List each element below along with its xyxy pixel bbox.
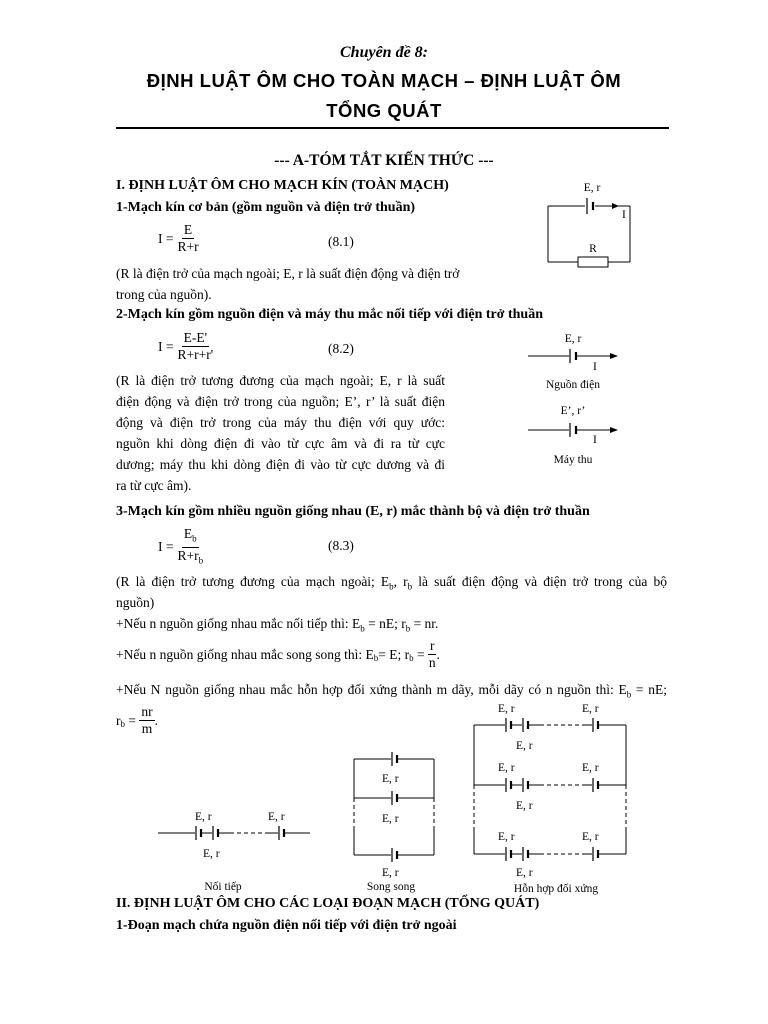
text-part: là suất điện động và điện trở trong của bộ xyxy=(412,574,667,589)
resistor xyxy=(578,257,608,267)
series-caption: Nối tiếp xyxy=(204,881,242,893)
part1-heading: I. ĐỊNH LUẬT ÔM CHO MẠCH KÍN (TOÀN MẠCH) xyxy=(116,178,449,193)
er-label: E, r xyxy=(382,813,399,825)
receiver-caption: Máy thu xyxy=(553,454,593,466)
er-label: E, r xyxy=(382,773,399,785)
part2-heading: II. ĐỊNH LUẬT ÔM CHO CÁC LOẠI ĐOẠN MẠCH (TỔNG QUÁT) xyxy=(116,896,540,911)
current-arrow xyxy=(610,427,618,433)
numerator: nr xyxy=(141,704,153,719)
eq-den-subscript: b xyxy=(198,555,204,566)
current-label: I xyxy=(593,361,597,373)
sub3-note-line1 xyxy=(116,571,667,598)
text-part: = xyxy=(413,647,428,662)
page-title-line2: TỔNG QUÁT xyxy=(326,100,442,121)
text-part: = E; r xyxy=(378,647,410,662)
eq-fraction xyxy=(177,526,203,568)
eq-den-text: R+r xyxy=(177,547,199,563)
sub1-note-line2: trong của nguồn). xyxy=(116,287,212,302)
resistor-label: R xyxy=(589,243,597,255)
eq-number-8-1: (8.1) xyxy=(328,234,354,249)
sub1-heading: 1-Mạch kín cơ bản (gồm nguồn và điện trở thuần) xyxy=(116,200,416,215)
parallel-caption: Song song xyxy=(366,881,416,893)
text-part: (R là điện trở tương đương của mạch ngoài; E xyxy=(116,574,390,589)
eq-lhs: I = xyxy=(158,338,174,354)
er-label: E, r xyxy=(498,703,515,715)
sub3-note-line2: nguồn) xyxy=(116,595,155,610)
title-divider xyxy=(116,127,669,129)
eq-num-subscript: b xyxy=(192,533,197,544)
eq-denominator xyxy=(177,548,203,569)
source-label: E, r xyxy=(583,182,601,194)
section-a-heading: --- A-TÓM TẮT KIẾN THỨC --- xyxy=(274,152,494,169)
numerator: r xyxy=(429,638,435,653)
mixed-bank xyxy=(474,703,626,895)
receiver-symbol-diagram xyxy=(525,400,625,468)
source-symbol-diagram xyxy=(525,328,625,394)
sub2-note-line1: (R là điện trở tương đương của mạch ngoài; E, r là suất xyxy=(116,373,445,388)
text-part: +Nếu n nguồn giống nhau mắc song song thì: E xyxy=(116,647,374,662)
source-label: E, r xyxy=(564,333,582,345)
eq-lhs: I = xyxy=(158,230,174,246)
sub2-note-line4: nguồn khi dòng điện đi vào từ cực âm và đi ra từ cực xyxy=(116,436,445,451)
text-part: = nr. xyxy=(410,616,439,631)
receiver-label: E’, r’ xyxy=(560,405,586,417)
subscript: b xyxy=(389,581,394,592)
eq-fraction xyxy=(177,222,198,255)
er-label: E, r xyxy=(516,800,533,812)
sub2-heading: 2-Mạch kín gồm nguồn điện và máy thu mắc nối tiếp với điện trở thuần xyxy=(116,307,543,322)
subscript: b xyxy=(120,719,125,729)
sub2-note-line6: ra từ cực âm). xyxy=(116,478,192,493)
subscript: b xyxy=(409,653,414,663)
series-rule xyxy=(116,613,438,640)
sub3-heading: 3-Mạch kín gồm nhiều nguồn giống nhau (E, r) mắc thành bộ và điện trở thuần xyxy=(116,504,590,519)
page-title-line1: ĐỊNH LUẬT ÔM CHO TOÀN MẠCH – ĐỊNH LUẬT ÔM xyxy=(146,70,622,91)
eq-numerator: E xyxy=(183,222,193,237)
equation-8-1 xyxy=(158,222,199,255)
source-caption: Nguồn điện xyxy=(546,379,600,391)
sub2-note-line2: điện động và điện trở trong của nguồn; E’, r’ là suất điện xyxy=(116,394,445,409)
text-part: . xyxy=(154,713,158,728)
eq-fraction xyxy=(177,330,213,363)
sub1-note-line1: (R là điện trở của mạch ngoài; E, r là suất điện động và điện trở xyxy=(116,266,460,281)
text-part: = nE; r xyxy=(364,616,406,631)
denominator: n xyxy=(428,655,436,670)
er-label: E, r xyxy=(195,811,212,823)
eq-numerator: E-E' xyxy=(183,330,208,345)
part2-sub1-heading: 1-Đoạn mạch chứa nguồn điện nối tiếp với điện trở ngoài xyxy=(116,918,457,933)
er-label: E, r xyxy=(382,867,399,879)
er-label: E, r xyxy=(516,867,533,879)
er-label: E, r xyxy=(516,740,533,752)
current-label: I xyxy=(622,209,626,221)
er-label: E, r xyxy=(203,848,220,860)
text-part: +Nếu N nguồn giống nhau mắc hỗn hợp đối xứng thành m dãy, mỗi dãy có n nguồn thì: E xyxy=(116,682,627,697)
er-label: E, r xyxy=(498,762,515,774)
eq-denominator: R+r+r' xyxy=(177,347,214,362)
er-label: E, r xyxy=(582,831,599,843)
parallel-fraction xyxy=(428,638,440,671)
subscript: b xyxy=(405,623,411,634)
text-part: . xyxy=(436,647,440,662)
text-part: r xyxy=(116,713,121,728)
parallel-bank xyxy=(354,752,434,893)
eq-number-8-2: (8.2) xyxy=(328,341,354,356)
subscript: b xyxy=(360,623,365,634)
mixed-caption: Hỗn hợp đối xứng xyxy=(513,883,599,895)
denominator: m xyxy=(141,721,153,736)
current-arrow xyxy=(612,203,619,209)
text-part: +Nếu n nguồn giống nhau mắc nối tiếp thì: E xyxy=(116,616,361,631)
eq-lhs: I = xyxy=(158,539,174,555)
chapter-label: Chuyên đề 8: xyxy=(340,44,428,61)
subscript: b xyxy=(373,653,379,663)
parallel-rule xyxy=(116,638,440,671)
eq-numerator xyxy=(182,526,199,548)
battery-banks-diagram xyxy=(150,698,640,898)
eq-num-text: E xyxy=(183,526,193,541)
er-label: E, r xyxy=(582,703,599,715)
text-part: = xyxy=(125,713,140,728)
text-part: = nE; xyxy=(631,682,667,697)
equation-8-2 xyxy=(158,330,213,363)
eq-number-8-3: (8.3) xyxy=(328,538,354,553)
er-label: E, r xyxy=(582,762,599,774)
text-part: , r xyxy=(393,574,408,589)
er-label: E, r xyxy=(268,811,285,823)
subscript: b xyxy=(626,689,632,700)
subscript: b xyxy=(407,581,413,592)
sub2-note-line5: dương; máy thu khi dòng điện đi vào từ cực dương và đi xyxy=(116,457,445,472)
current-arrow xyxy=(610,353,618,359)
eq-denominator: R+r xyxy=(177,239,199,254)
current-label: I xyxy=(593,434,597,446)
series-bank xyxy=(158,811,310,893)
equation-8-3 xyxy=(158,526,203,568)
sub2-note-line3: động và điện trở trong của máy thu điện với quy ước: xyxy=(116,415,445,430)
er-label: E, r xyxy=(498,831,515,843)
basic-circuit-diagram xyxy=(540,178,640,273)
